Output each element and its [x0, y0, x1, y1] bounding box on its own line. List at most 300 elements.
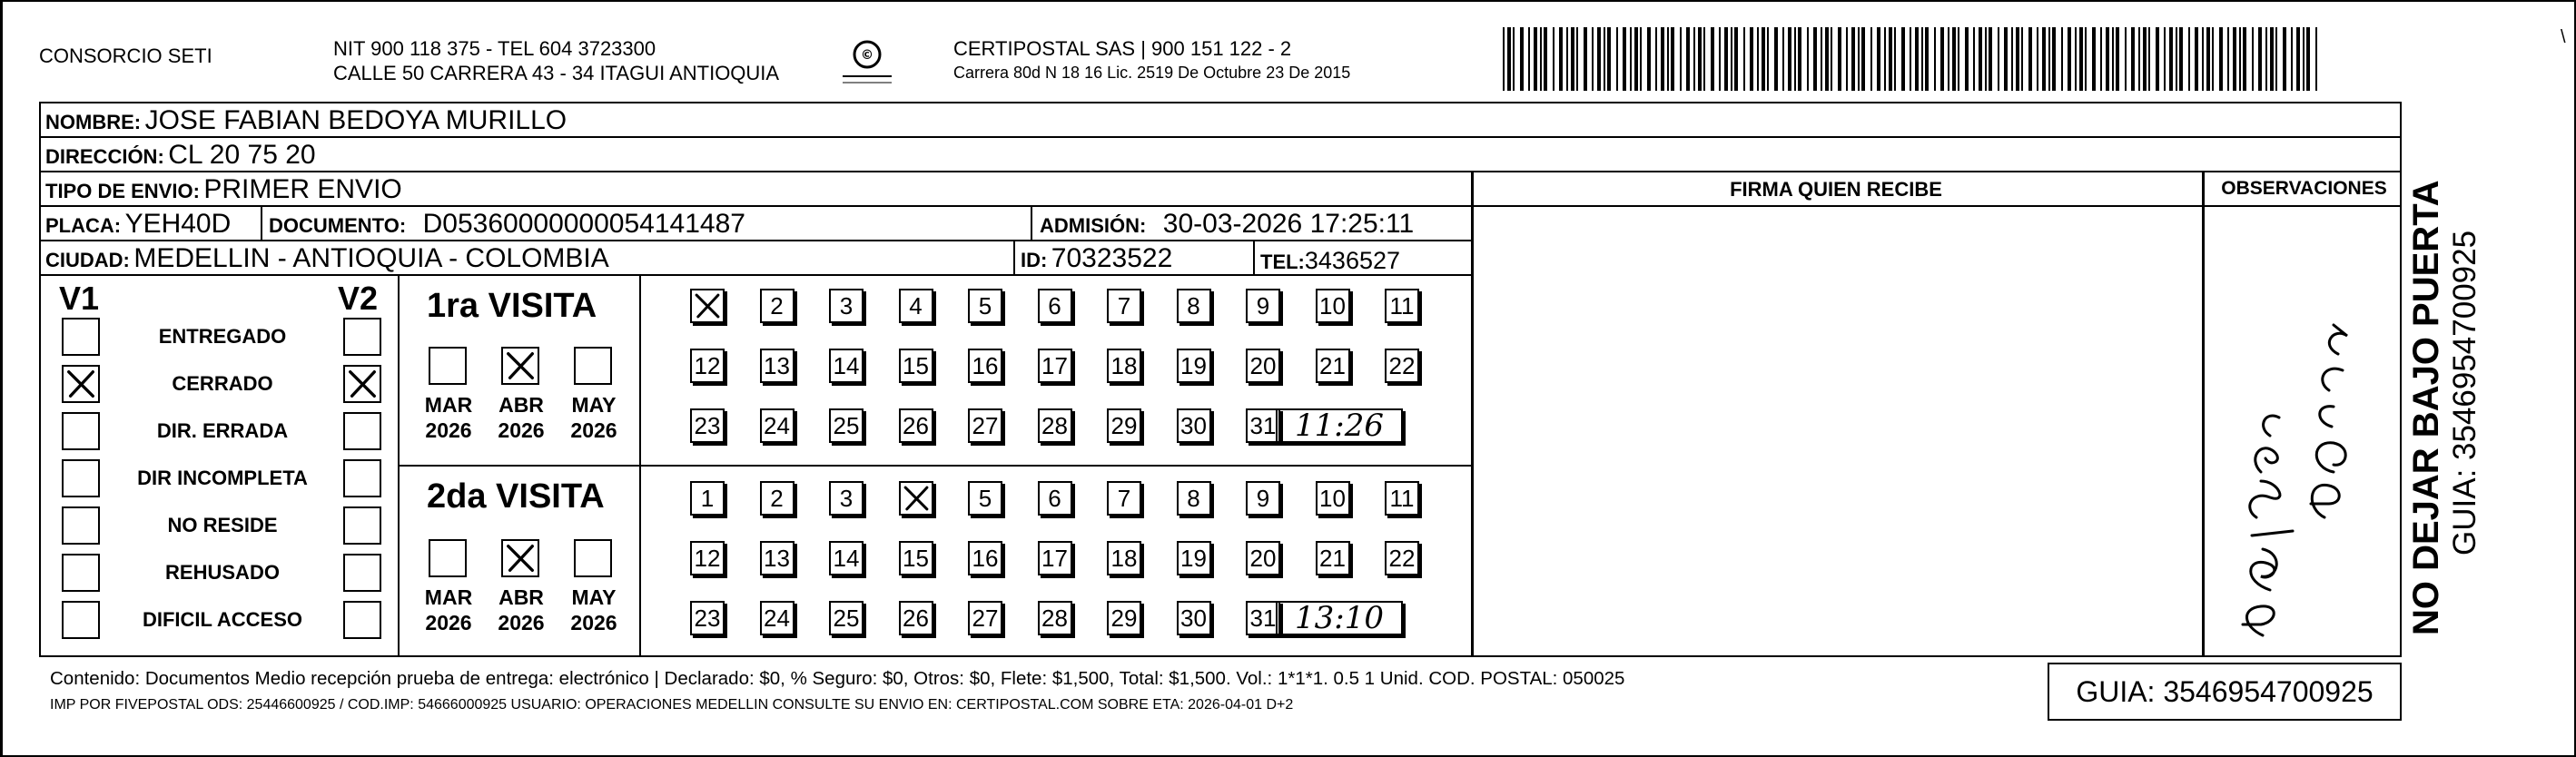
admission-value: 30-03-2026 17:25:11: [1162, 209, 1415, 239]
footer-imp-line: IMP POR FIVEPOSTAL ODS: 25446600925 / COD.IMP: 54666000925 USUARIO: OPERACIONES MEDELLIN CONSULTE SU ENVIO EN: CERTIPOSTAL.COM SOBRE ETA: 2026-04-01 D+2: [50, 697, 1294, 713]
barcode-bar: [2202, 27, 2204, 91]
visit1-day-2[interactable]: 2: [760, 289, 795, 323]
barcode-bar: [1915, 27, 1919, 91]
barcode-bar: [1711, 27, 1714, 91]
barcode-bar: [1858, 27, 1860, 91]
ship-type-row: [45, 174, 402, 205]
visit1-day-20[interactable]: 20: [1246, 349, 1280, 383]
barcode-bar: [2156, 27, 2159, 91]
visit2-day-27[interactable]: 27: [968, 601, 1002, 635]
barcode-bar: [1889, 27, 1892, 91]
barcode-bar: [1934, 27, 1936, 91]
barcode-bar: [2148, 27, 2150, 91]
city-label: CIUDAD:: [45, 249, 130, 271]
barcode-bar: [1831, 27, 1832, 91]
visit2-day-28[interactable]: 28: [1038, 601, 1072, 635]
status-label: CERRADO: [172, 372, 273, 395]
visit1-day-27[interactable]: 27: [968, 408, 1002, 443]
observations-header: OBSERVACIONES: [2221, 178, 2387, 199]
barcode-bar: [2068, 27, 2071, 91]
barcode-bar: [1948, 27, 1949, 91]
barcode-bar: [1655, 27, 1657, 91]
visit1-day-3[interactable]: 3: [829, 289, 864, 323]
visit2-day-19[interactable]: 19: [1177, 541, 1211, 575]
barcode-bar: [2303, 27, 2305, 91]
barcode-bar: [1719, 27, 1721, 91]
visit2-day-22[interactable]: 22: [1385, 541, 1419, 575]
barcode-bar: [2169, 27, 2173, 91]
visit2-day-16[interactable]: 16: [968, 541, 1002, 575]
barcode-bar: [1544, 27, 1547, 91]
svg-text:©: ©: [861, 48, 873, 63]
barcode-bar: [1762, 27, 1765, 91]
barcode-bar: [1667, 27, 1669, 91]
barcode-bar: [1607, 27, 1611, 91]
plate-row: [45, 209, 231, 240]
barcode-bar: [1788, 27, 1791, 91]
barcode-bar: [2052, 27, 2056, 91]
visit1-day-18[interactable]: 18: [1107, 349, 1141, 383]
visit2-day-23[interactable]: 23: [690, 601, 725, 635]
barcode-bar: [1774, 27, 1778, 91]
barcode-bar: [1813, 27, 1817, 91]
barcode-bar: [1940, 27, 1944, 91]
barcode-bar: [2011, 27, 2013, 91]
barcode-bar: [2164, 27, 2166, 91]
v1-checkbox[interactable]: [62, 554, 100, 592]
barcode-bar: [1985, 27, 1987, 91]
barcode-bar: [2048, 27, 2050, 91]
barcode-bar: [2283, 27, 2286, 91]
v2-checkbox[interactable]: [343, 506, 381, 545]
month-year: 2026: [425, 611, 472, 634]
name-value: JOSE FABIAN BEDOYA MURILLO: [144, 105, 568, 135]
v1-checkbox[interactable]: [62, 506, 100, 545]
carrier-line: CERTIPOSTAL SAS | 900 151 122 - 2: [953, 37, 1292, 60]
barcode-bar: [2291, 27, 2293, 91]
visit2-day-21[interactable]: 21: [1316, 541, 1350, 575]
barcode-bar: [1592, 27, 1594, 91]
cell-divider: [1253, 240, 1255, 274]
barcode-bar: [1877, 27, 1880, 91]
visit2-day-6[interactable]: 6: [1038, 481, 1072, 516]
visit1-day-6[interactable]: 6: [1038, 289, 1072, 323]
status-label: ENTREGADO: [158, 325, 287, 348]
row-divider: [39, 240, 1473, 241]
month-year: 2026: [498, 611, 545, 634]
footer-content-line: Contenido: Documentos Medio recepción prueba de entrega: electrónico | Declarado: $0, % Seguro: $0, Otros: $0, Flete: $1,500, Total: $1,500. Vol.: 1*1*1. 0.5 1 Unid. COD. POSTAL: 050025: [50, 668, 1625, 689]
address-line: CALLE 50 CARRERA 43 - 34 ITAGUI ANTIOQUIA: [333, 62, 780, 84]
barcode-bar: [1731, 27, 1732, 91]
month-name: ABR: [498, 585, 544, 609]
id-row: [1021, 243, 1172, 274]
tel-row: [1260, 247, 1400, 275]
visit1-month-label: [410, 392, 487, 443]
visit2-day-29[interactable]: 29: [1107, 601, 1141, 635]
cell-divider: [1013, 240, 1015, 274]
barcode-bar: [2075, 27, 2077, 91]
visit2-day-26[interactable]: 26: [899, 601, 933, 635]
visit2-day-30[interactable]: 30: [1177, 601, 1211, 635]
visit2-month-label: [556, 585, 632, 635]
barcode-bar: [2021, 27, 2023, 91]
visit2-day-9[interactable]: 9: [1246, 481, 1280, 516]
visit2-day-8[interactable]: 8: [1177, 481, 1211, 516]
signature-column-divider: [1471, 171, 1474, 657]
tel-label: TEL:: [1260, 251, 1305, 273]
barcode-bar: [1734, 27, 1738, 91]
barcode-bar: [1584, 27, 1587, 91]
company-name: CONSORCIO SETI: [39, 44, 212, 67]
barcode-bar: [2275, 27, 2277, 91]
visit2-month-checkbox[interactable]: [429, 539, 467, 577]
visit1-day-22[interactable]: 22: [1385, 349, 1419, 383]
barcode-bar: [1925, 27, 1929, 91]
barcode-bar: [1680, 27, 1682, 91]
visit1-day-28[interactable]: 28: [1038, 408, 1072, 443]
barcode-bar: [2188, 27, 2190, 91]
month-name: MAR: [424, 585, 473, 609]
visit2-day-10[interactable]: 10: [1316, 481, 1350, 516]
signature-header: FIRMA QUIEN RECIBE: [1730, 178, 1942, 201]
visit2-day-4[interactable]: [899, 481, 933, 516]
v2-checkbox[interactable]: [343, 601, 381, 639]
visit2-day-31[interactable]: 31: [1246, 601, 1280, 635]
barcode-bar: [1884, 27, 1886, 91]
barcode-bar: [2085, 27, 2087, 91]
v1-label: V1: [59, 280, 100, 317]
barcode-bar: [2243, 27, 2246, 91]
barcode-bar: [1571, 27, 1574, 91]
ship-type-value: PRIMER ENVIO: [203, 174, 402, 204]
visit2-day-7[interactable]: 7: [1107, 481, 1141, 516]
barcode-bar: [1794, 27, 1796, 91]
visit1-day-5[interactable]: 5: [968, 289, 1002, 323]
barcode-bar: [1782, 27, 1784, 91]
barcode-bar: [2016, 27, 2019, 91]
name-row: [45, 105, 567, 136]
visit2-day-24[interactable]: 24: [760, 601, 795, 635]
barcode-bar: [1807, 27, 1809, 91]
barcode-bar: [1743, 27, 1745, 91]
barcode-bar: [2116, 27, 2119, 91]
v2-checkbox[interactable]: [343, 318, 381, 356]
barcode-bar: [2079, 27, 2083, 91]
visit2-day-18[interactable]: 18: [1107, 541, 1141, 575]
barcode-bar: [1647, 27, 1651, 91]
barcode-bar: [2028, 27, 2032, 91]
barcode-bar: [1507, 27, 1511, 91]
barcode-bar: [1553, 27, 1554, 91]
visit2-day-14[interactable]: 14: [829, 541, 864, 575]
barcode-bar: [1894, 27, 1896, 91]
barcode-bar: [2227, 27, 2229, 91]
visit2-month-checkbox[interactable]: [501, 539, 539, 577]
barcode-bar: [1540, 27, 1542, 91]
visit1-day-16[interactable]: 16: [968, 349, 1002, 383]
visit1-handwritten-time: 11:26: [1295, 408, 1384, 444]
visit2-day-20[interactable]: 20: [1246, 541, 1280, 575]
v2-label: V2: [338, 280, 379, 317]
v2-checkbox[interactable]: [343, 554, 381, 592]
barcode-bar: [1851, 27, 1855, 91]
address-value: CL 20 75 20: [168, 140, 316, 170]
barcode-bar: [2195, 27, 2198, 91]
visit2-handwritten-time: 13:10: [1295, 600, 1384, 636]
visit2-day-11[interactable]: 11: [1385, 481, 1419, 516]
row-divider: [39, 136, 2402, 138]
month-year: 2026: [498, 418, 545, 442]
barcode-bar: [1566, 27, 1568, 91]
visit2-day-13[interactable]: 13: [760, 541, 795, 575]
admission-row: [1040, 209, 1414, 240]
v1-checkbox[interactable]: [62, 365, 100, 403]
status-label: NO RESIDE: [167, 514, 278, 536]
barcode-bar: [1910, 27, 1911, 91]
barcode-bar: [1861, 27, 1865, 91]
barcode-bar: [2239, 27, 2241, 91]
barcode-bar: [1825, 27, 1829, 91]
visit1-month-checkbox[interactable]: [429, 347, 467, 385]
barcode-bar: [1979, 27, 1982, 91]
barcode-bar: [1528, 27, 1530, 91]
visit1-month-checkbox[interactable]: [501, 347, 539, 385]
v1-checkbox[interactable]: [62, 412, 100, 450]
visit1-day-7[interactable]: 7: [1107, 289, 1141, 323]
barcode-bar: [1698, 27, 1702, 91]
barcode-bar: [1921, 27, 1923, 91]
visit2-day-3[interactable]: 3: [829, 481, 864, 516]
barcode-bar: [2131, 27, 2135, 91]
barcode-bar: [1703, 27, 1705, 91]
barcode-bar: [2233, 27, 2236, 91]
v2-checkbox[interactable]: [343, 365, 381, 403]
barcode-bar: [1870, 27, 1872, 91]
cell-divider: [1031, 205, 1032, 240]
id-label: ID:: [1021, 249, 1048, 271]
barcode-bar: [2179, 27, 2183, 91]
visit1-day-23[interactable]: 23: [690, 408, 725, 443]
visit2-day-1[interactable]: 1: [690, 481, 725, 516]
visit1-day-8[interactable]: 8: [1177, 289, 1211, 323]
barcode-bar: [2270, 27, 2274, 91]
status-label: DIFICIL ACCESO: [142, 608, 302, 631]
visit1-day-13[interactable]: 13: [760, 349, 795, 383]
month-name: MAR: [424, 393, 473, 417]
barcode-bar: [1821, 27, 1822, 91]
tel-value: 3436527: [1304, 247, 1401, 274]
month-name: MAY: [571, 393, 617, 417]
barcode-bar: [2100, 27, 2102, 91]
certipostal-logo: [835, 36, 899, 89]
name-label: NOMBRE:: [45, 111, 142, 133]
guia-side-text: GUIA: 3546954700925: [2447, 230, 2482, 555]
barcode-bar: [2061, 27, 2063, 91]
month-name: MAY: [571, 585, 617, 609]
barcode-bar: [1604, 27, 1605, 91]
visit1-day-4[interactable]: 4: [899, 289, 933, 323]
barcode-bar: [1965, 27, 1969, 91]
barcode-bar: [1640, 27, 1642, 91]
visit1-day-25[interactable]: 25: [829, 408, 864, 443]
doc-row: [269, 209, 745, 240]
cell-divider: [261, 205, 262, 240]
barcode-bar: [1597, 27, 1601, 91]
v1-checkbox[interactable]: [62, 459, 100, 497]
city-value: MEDELLIN - ANTIOQUIA - COLOMBIA: [133, 243, 609, 273]
month-year: 2026: [425, 418, 472, 442]
guia-box-text: GUIA: 3546954700925: [2076, 675, 2374, 708]
month-year: 2026: [570, 418, 617, 442]
barcode-bar: [2037, 27, 2038, 91]
visit2-time-box: [1276, 601, 1403, 635]
month-year: 2026: [570, 611, 617, 634]
barcode-bar: [1686, 27, 1690, 91]
visit1-day-17[interactable]: 17: [1038, 349, 1072, 383]
barcode-bar: [2306, 27, 2310, 91]
row-divider: [39, 205, 2402, 207]
address-label: DIRECCIÓN:: [45, 145, 164, 168]
plate-label: PLACA:: [45, 214, 122, 237]
barcode-bar: [2206, 27, 2210, 91]
barcode-bar: [1846, 27, 1848, 91]
barcode-bar: [1750, 27, 1753, 91]
v2-checkbox[interactable]: [343, 459, 381, 497]
barcode-bar: [1998, 27, 1999, 91]
visit1-month-checkbox[interactable]: [574, 347, 612, 385]
row-divider: [39, 274, 1473, 276]
barcode-bar: [2138, 27, 2140, 91]
barcode-bar: [2315, 27, 2317, 91]
visit2-month-label: [410, 585, 487, 635]
visit2-title: 2da VISITA: [427, 477, 605, 516]
status-label: DIR. ERRADA: [156, 419, 289, 442]
barcode-bar: [1952, 27, 1956, 91]
barcode-bar: [1520, 27, 1524, 91]
visit2-day-12[interactable]: 12: [690, 541, 725, 575]
barcode-bar: [1576, 27, 1578, 91]
barcode-bar: [1513, 27, 1515, 91]
barcode-bar: [1671, 27, 1674, 91]
visit1-month-label: [556, 392, 632, 443]
corner-tick: \: [2561, 27, 2566, 47]
barcode-bar: [2176, 27, 2177, 91]
barcode: [1503, 27, 2324, 91]
ship-type-label: TIPO DE ENVIO:: [45, 180, 200, 202]
visit1-day-12[interactable]: 12: [690, 349, 725, 383]
v1-checkbox[interactable]: [62, 318, 100, 356]
address-row: [45, 140, 316, 171]
barcode-bar: [2112, 27, 2114, 91]
barcode-bar: [1958, 27, 1959, 91]
visit1-day-10[interactable]: 10: [1316, 289, 1350, 323]
row-divider: [39, 171, 2402, 172]
plate-value: YEH40D: [124, 209, 232, 239]
barcode-bar: [1693, 27, 1695, 91]
visit1-day-11[interactable]: 11: [1385, 289, 1419, 323]
barcode-bar: [2092, 27, 2096, 91]
barcode-bar: [1724, 27, 1728, 91]
visit1-day-30[interactable]: 30: [1177, 408, 1211, 443]
visit1-day-1[interactable]: [690, 289, 725, 323]
id-value: 70323522: [1051, 243, 1173, 273]
footer-divider: [39, 655, 2402, 657]
visit1-day-31[interactable]: 31: [1246, 408, 1280, 443]
visit1-title: 1ra VISITA: [427, 287, 597, 325]
visit2-day-17[interactable]: 17: [1038, 541, 1072, 575]
barcode-bar: [1634, 27, 1638, 91]
visit1-day-9[interactable]: 9: [1246, 289, 1280, 323]
visit1-day-19[interactable]: 19: [1177, 349, 1211, 383]
barcode-bar: [2143, 27, 2147, 91]
visit2-day-2[interactable]: 2: [760, 481, 795, 516]
barcode-bar: [2252, 27, 2254, 91]
barcode-bar: [2106, 27, 2109, 91]
v1-checkbox[interactable]: [62, 601, 100, 639]
barcode-bar: [1767, 27, 1769, 91]
barcode-bar: [1559, 27, 1563, 91]
barcode-bar: [1901, 27, 1905, 91]
barcode-bar: [1973, 27, 1975, 91]
barcode-bar: [2219, 27, 2223, 91]
month-name: ABR: [498, 393, 544, 417]
barcode-bar: [2212, 27, 2214, 91]
visit2-day-25[interactable]: 25: [829, 601, 864, 635]
admission-label: ADMISIÓN:: [1040, 214, 1147, 237]
barcode-bar: [1623, 27, 1626, 91]
city-row: [45, 243, 609, 274]
visit1-day-14[interactable]: 14: [829, 349, 864, 383]
visit1-day-15[interactable]: 15: [899, 349, 933, 383]
visit1-time-box: [1276, 408, 1403, 443]
barcode-bar: [1798, 27, 1801, 91]
barcode-bar: [1757, 27, 1759, 91]
visit2-day-15[interactable]: 15: [899, 541, 933, 575]
status-label: DIR INCOMPLETA: [137, 467, 308, 489]
barcode-bar: [2265, 27, 2267, 91]
visit2-month-checkbox[interactable]: [574, 539, 612, 577]
visit1-day-24[interactable]: 24: [760, 408, 795, 443]
barcode-bar: [1503, 27, 1505, 91]
barcode-bar: [2004, 27, 2008, 91]
doc-label: DOCUMENTO:: [269, 214, 407, 237]
visit1-day-26[interactable]: 26: [899, 408, 933, 443]
barcode-bar: [2296, 27, 2300, 91]
barcode-bar: [2042, 27, 2046, 91]
status-label: REHUSADO: [165, 561, 280, 584]
nit-line: NIT 900 118 375 - TEL 604 3723300: [333, 37, 656, 60]
visit2-day-5[interactable]: 5: [968, 481, 1002, 516]
barcode-bar: [1989, 27, 1992, 91]
barcode-bar: [1630, 27, 1632, 91]
barcode-bar: [1838, 27, 1841, 91]
barcode-bar: [2125, 27, 2127, 91]
barcode-bar: [1616, 27, 1618, 91]
visit2-month-label: [483, 585, 559, 635]
visit-divider: [398, 465, 1473, 467]
observations-handwriting: [2206, 209, 2379, 654]
doc-value: D05360000000054141487: [422, 209, 745, 239]
barcode-bar: [1534, 27, 1537, 91]
barcode-bar: [1661, 27, 1664, 91]
observations-column-divider: [2202, 171, 2205, 657]
visit1-day-21[interactable]: 21: [1316, 349, 1350, 383]
no-dejar-text: NO DEJAR BAJO PUERTA: [2406, 180, 2446, 635]
visit1-month-label: [483, 392, 559, 443]
v2-checkbox[interactable]: [343, 412, 381, 450]
visit1-day-29[interactable]: 29: [1107, 408, 1141, 443]
license-line: Carrera 80d N 18 16 Lic. 2519 De Octubre 23 De 2015: [953, 64, 1351, 82]
